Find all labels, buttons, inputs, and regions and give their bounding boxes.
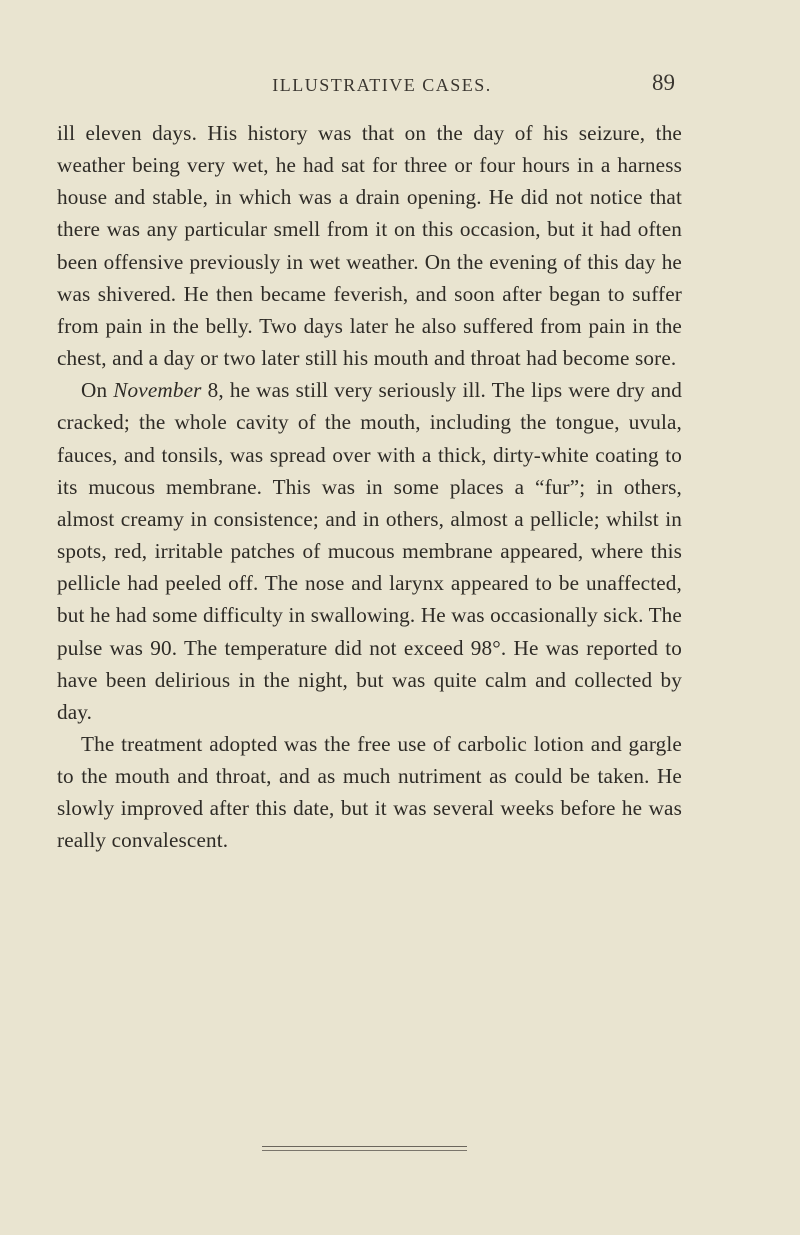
running-title: ILLUSTRATIVE CASES. bbox=[272, 75, 492, 95]
paragraph-2 bbox=[57, 374, 682, 728]
page-number: 89 bbox=[652, 70, 675, 95]
paragraph-1: ill eleven days. His history was that on the day of his seizure, the weather being very wet, he had sat for three or four hours in a harness house and stable, in which was a drain opening. He did not notice that there was any particular smell from it on this occasion, but it had often been offensive previously in wet weather. On the evening of this day he was shivered. He then became feverish, and soon after began to suffer from pain in the belly. Two days later he also suffered from pain in the chest, and a day or two later still his mouth and throat had become sore. bbox=[57, 121, 682, 371]
running-head bbox=[0, 75, 800, 96]
date-month: November bbox=[113, 378, 202, 403]
end-rule bbox=[262, 1146, 467, 1147]
paragraph-2-rest: 8, he was still very seriously ill. The lips were dry and cracked; the whole cavity of the mouth, including the tongue, uvula, fauces, and tonsils, was spread over with a thick, dirty-white coating to its mucous membrane. This was in some places a “fur”; in others, almost creamy in consistence; and in others, almost a pellicle; whilst in spots, red, irritable patches of mucous membrane appeared, where this pellicle had peeled off. The nose and larynx appeared to be unaffected, but he had some difficulty in swallowing. He was occasionally sick. The pulse was 90. The temperature did not exceed 98°. He was reported to have been delirious in the night, but was quite calm and collected by day. bbox=[57, 378, 682, 724]
paragraph-3: The treatment adopted was the free use of carbolic lotion and gargle to the mouth and throat, and as much nutriment as could be taken. He slowly improved after this date, but it was several weeks before he was really convalescent. bbox=[57, 731, 682, 853]
paragraph-2-lead: On bbox=[81, 378, 114, 403]
body-text bbox=[57, 117, 682, 857]
